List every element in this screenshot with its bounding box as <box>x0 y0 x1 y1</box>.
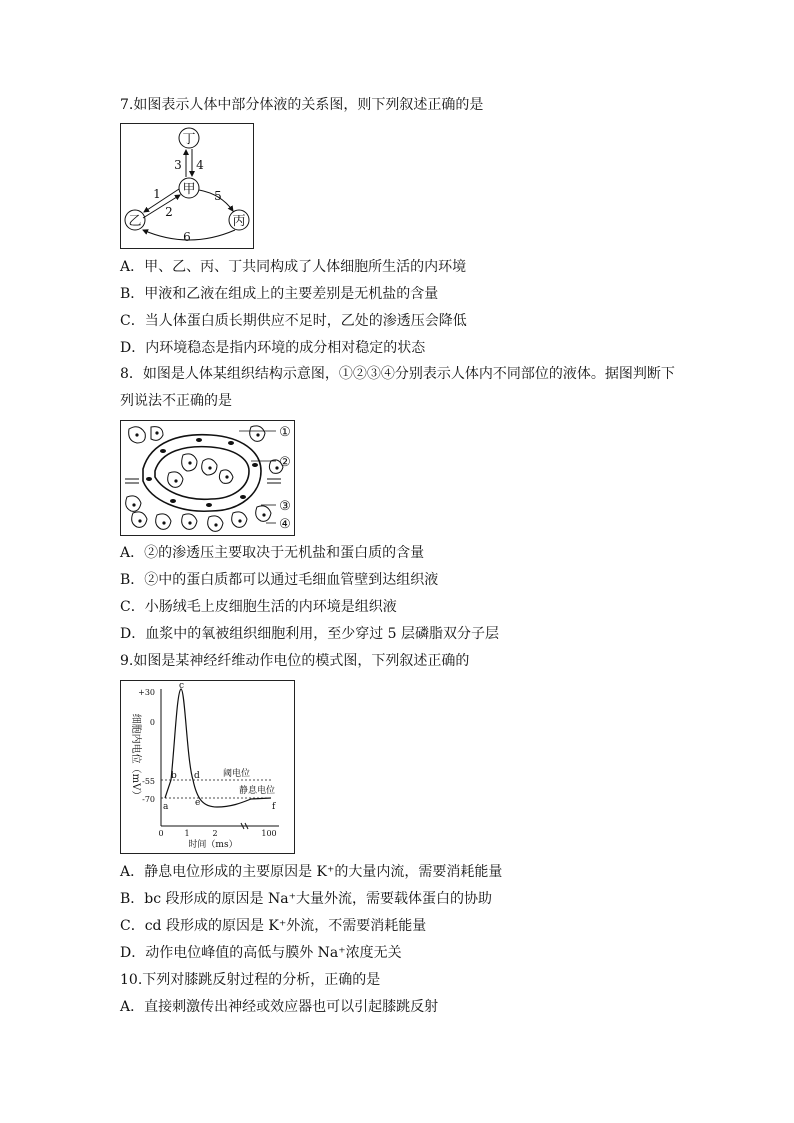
label-2: ② <box>279 455 291 470</box>
arrow-5-label: 5 <box>214 189 222 203</box>
q7-option-b: B．甲液和乙液在组成上的主要差别是无机盐的含量 <box>120 286 439 302</box>
q10-stem: 10.下列对膝跳反射过程的分析，正确的是 <box>120 972 381 988</box>
q8-tissue-figure <box>120 420 295 536</box>
xtick-1: 1 <box>184 829 190 838</box>
node-bing-label: 丙 <box>232 214 246 229</box>
point-a: a <box>163 802 169 812</box>
label-3: ③ <box>279 499 291 514</box>
q7-stem: 7.如图表示人体中部分体液的关系图，则下列叙述正确的是 <box>120 97 484 113</box>
q8-option-b: B．②中的蛋白质都可以通过毛细血管壁到达组织液 <box>120 572 439 588</box>
ytick-plus30: +30 <box>138 688 155 697</box>
node-ding-label: 丁 <box>182 132 196 147</box>
label-4: ④ <box>279 517 291 532</box>
q8-stem-line1: 8．如图是人体某组织结构示意图，①②③④分别表示人体内不同部位的液体。据图判断下 <box>120 366 675 382</box>
q7-option-a: A．甲、乙、丙、丁共同构成了人体细胞所生活的内环境 <box>120 259 467 275</box>
q7-option-d: D．内环境稳态是指内环境的成分相对稳定的状态 <box>120 340 426 356</box>
resting-label: 静息电位 <box>239 786 276 796</box>
ytick-minus70: -70 <box>142 795 155 804</box>
xtick-100: 100 <box>261 829 277 838</box>
point-d: d <box>194 771 200 781</box>
node-jia-label: 甲 <box>182 182 196 197</box>
y-axis-label: 细胞内电位（mV） <box>130 713 141 801</box>
ytick-minus55: -55 <box>142 777 155 786</box>
q9-option-b: B．bc 段形成的原因是 Na⁺大量外流，需要载体蛋白的协助 <box>120 891 492 907</box>
ytick-0: 0 <box>149 718 155 727</box>
node-yi-label: 乙 <box>128 214 142 229</box>
point-b: b <box>171 771 177 781</box>
q8-stem-line2: 列说法不正确的是 <box>120 393 232 409</box>
point-e: e <box>195 798 201 808</box>
arrow-3-label: 3 <box>174 158 182 172</box>
q9-option-a: A．静息电位形成的主要原因是 K⁺的大量内流，需要消耗能量 <box>120 864 503 880</box>
blood-cells <box>146 438 258 507</box>
q9-action-potential-chart <box>120 680 295 854</box>
q8-option-d: D．血浆中的氧被组织细胞利用，至少穿过 5 层磷脂双分子层 <box>120 626 500 642</box>
xtick-0: 0 <box>158 829 164 838</box>
arrow-6-label: 6 <box>183 230 191 244</box>
threshold-label: 阈电位 <box>223 769 251 779</box>
point-c: c <box>179 681 185 691</box>
x-axis-label: 时间（ms） <box>188 840 238 850</box>
arrow-2 <box>143 195 180 218</box>
arrow-4-label: 4 <box>196 158 204 172</box>
arrow-1-label: 1 <box>153 187 161 201</box>
label-1: ① <box>279 425 291 440</box>
xtick-2: 2 <box>212 829 218 838</box>
arrow-1 <box>144 189 179 212</box>
q8-option-c: C．小肠绒毛上皮细胞生活的内环境是组织液 <box>120 599 397 615</box>
q10-option-a: A．直接刺激传出神经或效应器也可以引起膝跳反射 <box>120 999 439 1015</box>
q9-option-c: C．cd 段形成的原因是 K⁺外流，不需要消耗能量 <box>120 918 427 934</box>
q9-option-d: D．动作电位峰值的高低与膜外 Na⁺浓度无关 <box>120 945 402 961</box>
q7-option-c: C．当人体蛋白质长期供应不足时，乙处的渗透压会降低 <box>120 313 467 329</box>
point-f: f <box>272 802 276 812</box>
q7-diagram <box>120 123 254 249</box>
q9-stem: 9.如图是某神经纤维动作电位的模式图，下列叙述正确的 <box>120 653 470 669</box>
q8-option-a: A．②的渗透压主要取决于无机盐和蛋白质的含量 <box>120 545 425 561</box>
arrow-2-label: 2 <box>165 205 173 219</box>
cell-nuclei <box>132 431 278 526</box>
